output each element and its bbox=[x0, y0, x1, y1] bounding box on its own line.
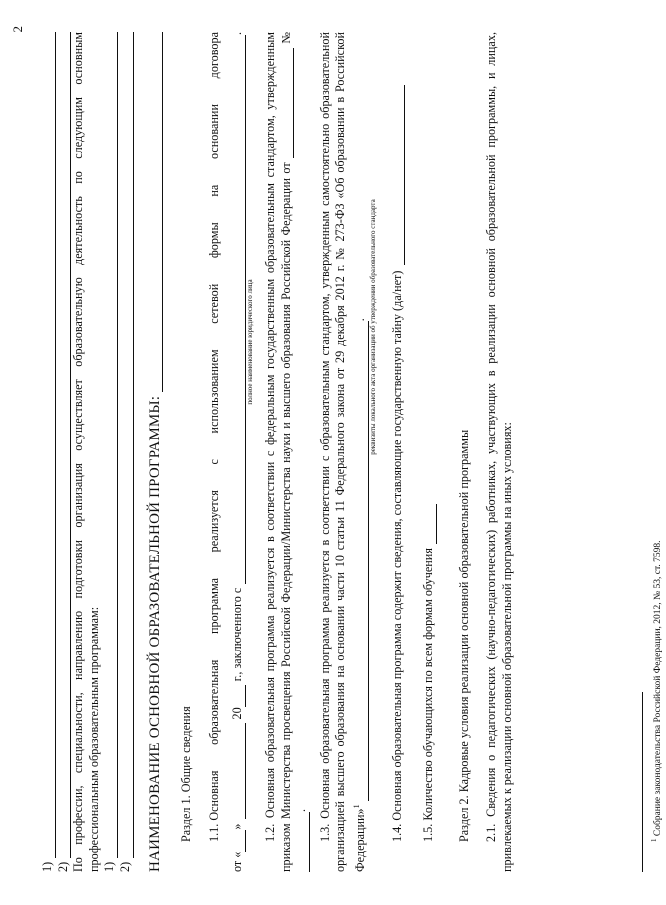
blank-line bbox=[56, 32, 71, 858]
p1-1-word: 1.1. Основная bbox=[206, 770, 221, 842]
p1-2-text: 1.2. Основная образовательная программа реализуется в соответствии с федеральным государственным образовательным стандартом, утвержденным приказом Министерства просвещения Российской Федерации/Министерства науки и высшего образования Российской Федерации от bbox=[262, 32, 293, 872]
year-prefix: 20 bbox=[230, 707, 245, 720]
p1-1-word: формы bbox=[206, 222, 221, 259]
month-blank bbox=[231, 724, 246, 820]
p1-3: 1.3. Основная образовательная программа реализуется в соответствии с образовательным стандартом, утвержденным самостоятельно образовательной организацией высшего образования на основании части 10 статьи 11 Федерального закона от 29 декабря 2012 г. № 273-ФЗ «Об образовании в Российской Федерации»$^1$ . bbox=[317, 32, 367, 872]
section2-title: Раздел 2. Кадровые условия реализации основной образовательной программы bbox=[456, 429, 471, 842]
blank-line bbox=[119, 32, 134, 858]
page-number: 2 bbox=[10, 26, 25, 33]
program-line-2 bbox=[118, 32, 134, 872]
p1-1-word: сетевой bbox=[206, 283, 221, 324]
legal-entity-blank bbox=[231, 35, 246, 584]
p1-1-word: использованием bbox=[206, 349, 221, 434]
p1-1-word: программа bbox=[206, 578, 221, 634]
p1-4: 1.4. Основная образовательная программа содержит сведения, составляющие государственную тайну (да/нет) bbox=[389, 270, 404, 842]
footnote-text: Собрание законодательства Российской Федерации, 2012, № 53, ст. 7598. bbox=[652, 540, 663, 837]
p2-1: 2.1. Сведения о педагогических (научно-педагогических) работниках, участвующих в реализации основной образовательной программы, и лицах, привлекаемых к реализации основной образовательной программы на иных условиях: bbox=[484, 32, 514, 872]
p1-2: 1.2. Основная образовательная программа реализуется в соответствии с федеральным государственным образовательным стандартом, утвержденным приказом Министерства просвещения Российской Федерации/Министерства науки и высшего образования Российской Федерации от № . bbox=[262, 31, 309, 872]
legal-entity-caption: полное наименование юридического лица bbox=[245, 279, 254, 405]
year-blank bbox=[231, 685, 246, 707]
number-blank bbox=[295, 812, 310, 872]
p1-1-line1 bbox=[207, 32, 223, 872]
p1-3-text: 1.3. Основная образовательная программа реализуется в соответствии с образовательным стандартом, утвержденным самостоятельно образовательной организацией высшего образования на основании части 10 статьи 11 Федерального закона от 29 декабря 2012 г. № 273-ФЗ «Об образовании в Российской Федерации» bbox=[317, 32, 367, 872]
p1-1-word: договора bbox=[206, 32, 221, 79]
p1-5: 1.5. Количество обучающихся по всем формам обучения bbox=[421, 548, 436, 842]
footnote-rule bbox=[642, 692, 643, 872]
p1-5-row bbox=[421, 32, 437, 872]
rotated-page-content bbox=[10, 26, 663, 872]
p1-4-row bbox=[390, 32, 406, 872]
program-name-heading-row bbox=[148, 32, 164, 872]
blank-line bbox=[103, 32, 118, 858]
intro-number-1: 1) bbox=[40, 861, 54, 872]
footnote-mark: 1 bbox=[649, 838, 658, 842]
p1-1-line2: от « » 20 г., заключенного с . bbox=[230, 32, 245, 872]
intro-line-1 bbox=[40, 32, 56, 872]
day-blank bbox=[231, 830, 246, 852]
local-act-caption: реквизиты локального акта организации об утверждении образовательного стандарта bbox=[368, 199, 377, 455]
concluded-with: г., заключенного с bbox=[230, 587, 245, 682]
p1-1-word: с bbox=[206, 459, 221, 465]
intro-number-2: 2) bbox=[55, 861, 70, 872]
p1-1-word: реализуется bbox=[206, 490, 221, 553]
count-blank bbox=[422, 504, 437, 544]
program-number-1: 1) bbox=[102, 861, 117, 872]
profession-paragraph: По профессии, специальности, направлению подготовки организация осуществляет образовательную деятельность по следующим основным профессиональным образовательным программам: bbox=[71, 32, 101, 872]
footnote-ref: 1 bbox=[351, 804, 361, 809]
program-name-heading: НАИМЕНОВАНИЕ ОСНОВНОЙ ОБРАЗОВАТЕЛЬНОЙ ПРОГРАММЫ: bbox=[146, 395, 163, 872]
p1-1-word: образовательная bbox=[206, 659, 221, 745]
date-blank bbox=[279, 48, 294, 158]
program-line-1 bbox=[102, 32, 118, 872]
intro-line-2 bbox=[56, 32, 72, 872]
blank-line bbox=[148, 32, 163, 392]
program-number-2: 2) bbox=[117, 861, 132, 872]
number-sign: № bbox=[278, 31, 293, 44]
date-prefix: от « bbox=[230, 851, 245, 872]
date-quote: » bbox=[230, 823, 245, 830]
footnote bbox=[647, 32, 666, 872]
p1-1-word: на bbox=[206, 184, 221, 197]
secret-blank bbox=[390, 85, 405, 265]
blank-line bbox=[41, 32, 56, 858]
p1-1-word: основании bbox=[206, 104, 221, 160]
section1-title: Раздел 1. Общие сведения bbox=[179, 706, 194, 842]
local-act-blank bbox=[354, 321, 369, 801]
